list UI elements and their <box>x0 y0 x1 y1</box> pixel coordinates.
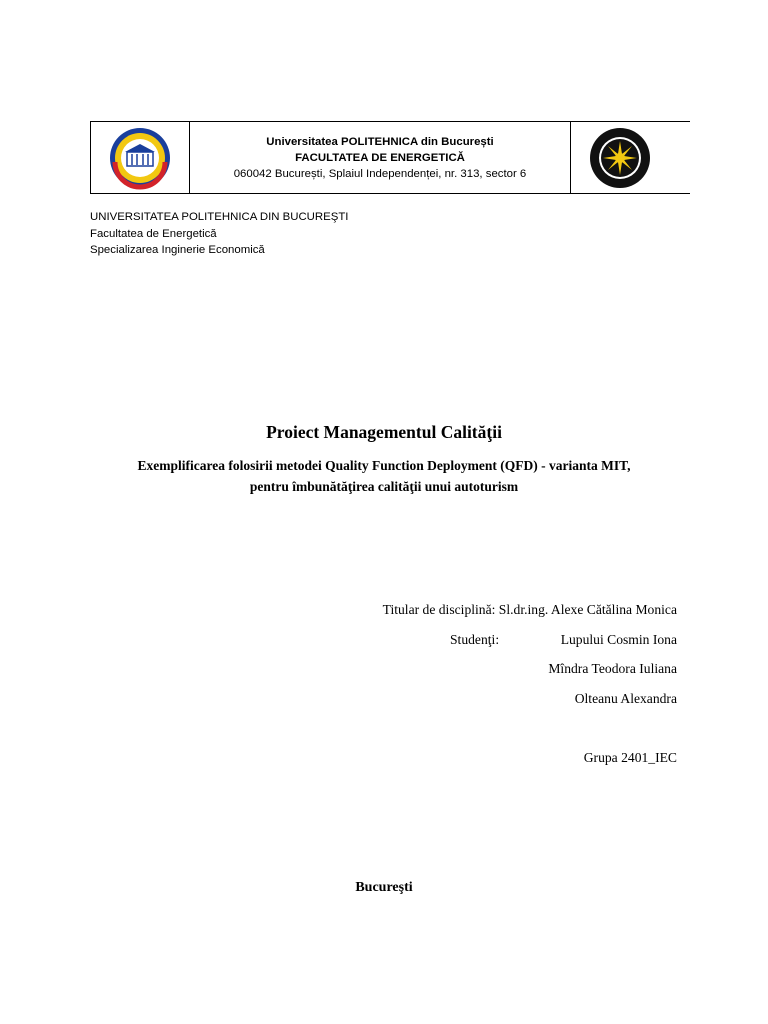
student-2: Mîndra Teodora Iuliana <box>548 661 677 676</box>
letterhead-table <box>90 121 690 194</box>
group: Grupa 2401_IEC <box>583 750 677 765</box>
student-1: Lupului Cosmin Iona <box>560 632 677 647</box>
institution-line-faculty: Facultatea de Energetică <box>90 227 217 240</box>
subtitle-line-2: pentru îmbunătăţirea calităţii unui autoturism <box>249 479 519 494</box>
project-title: Proiect Managementul Calităţii <box>266 422 502 442</box>
city: Bucureşti <box>355 880 413 895</box>
institution-line-university: UNIVERSITATEA POLITEHNICA DIN BUCUREŞTI <box>90 211 349 223</box>
faculty-name: FACULTATEA DE ENERGETICĂ <box>295 151 465 164</box>
politehnica-logo-cell <box>90 121 189 194</box>
energetica-seal-icon <box>589 127 651 189</box>
institution-block <box>90 209 348 259</box>
project-subtitle <box>0 455 768 497</box>
subtitle-line-1: Exemplificarea folosirii metodei Quality Function Deployment (QFD) - varianta MIT, <box>137 458 631 473</box>
address: 060042 București, Splaiul Independenței, nr. 313, sector 6 <box>233 167 527 180</box>
institution-line-specialization: Specializarea Inginerie Economică <box>90 244 265 256</box>
letterhead-text <box>190 121 570 194</box>
student-3: Olteanu Alexandra <box>574 691 677 706</box>
university-name: Universitatea POLITEHNICA din București <box>266 135 494 148</box>
titular: Titular de disciplină: Sl.dr.ing. Alexe Cătălina Monica <box>382 602 677 617</box>
energetica-seal-cell <box>571 121 668 194</box>
politehnica-logo-icon <box>107 126 173 190</box>
studenti-label: Studenţi: <box>450 632 500 647</box>
